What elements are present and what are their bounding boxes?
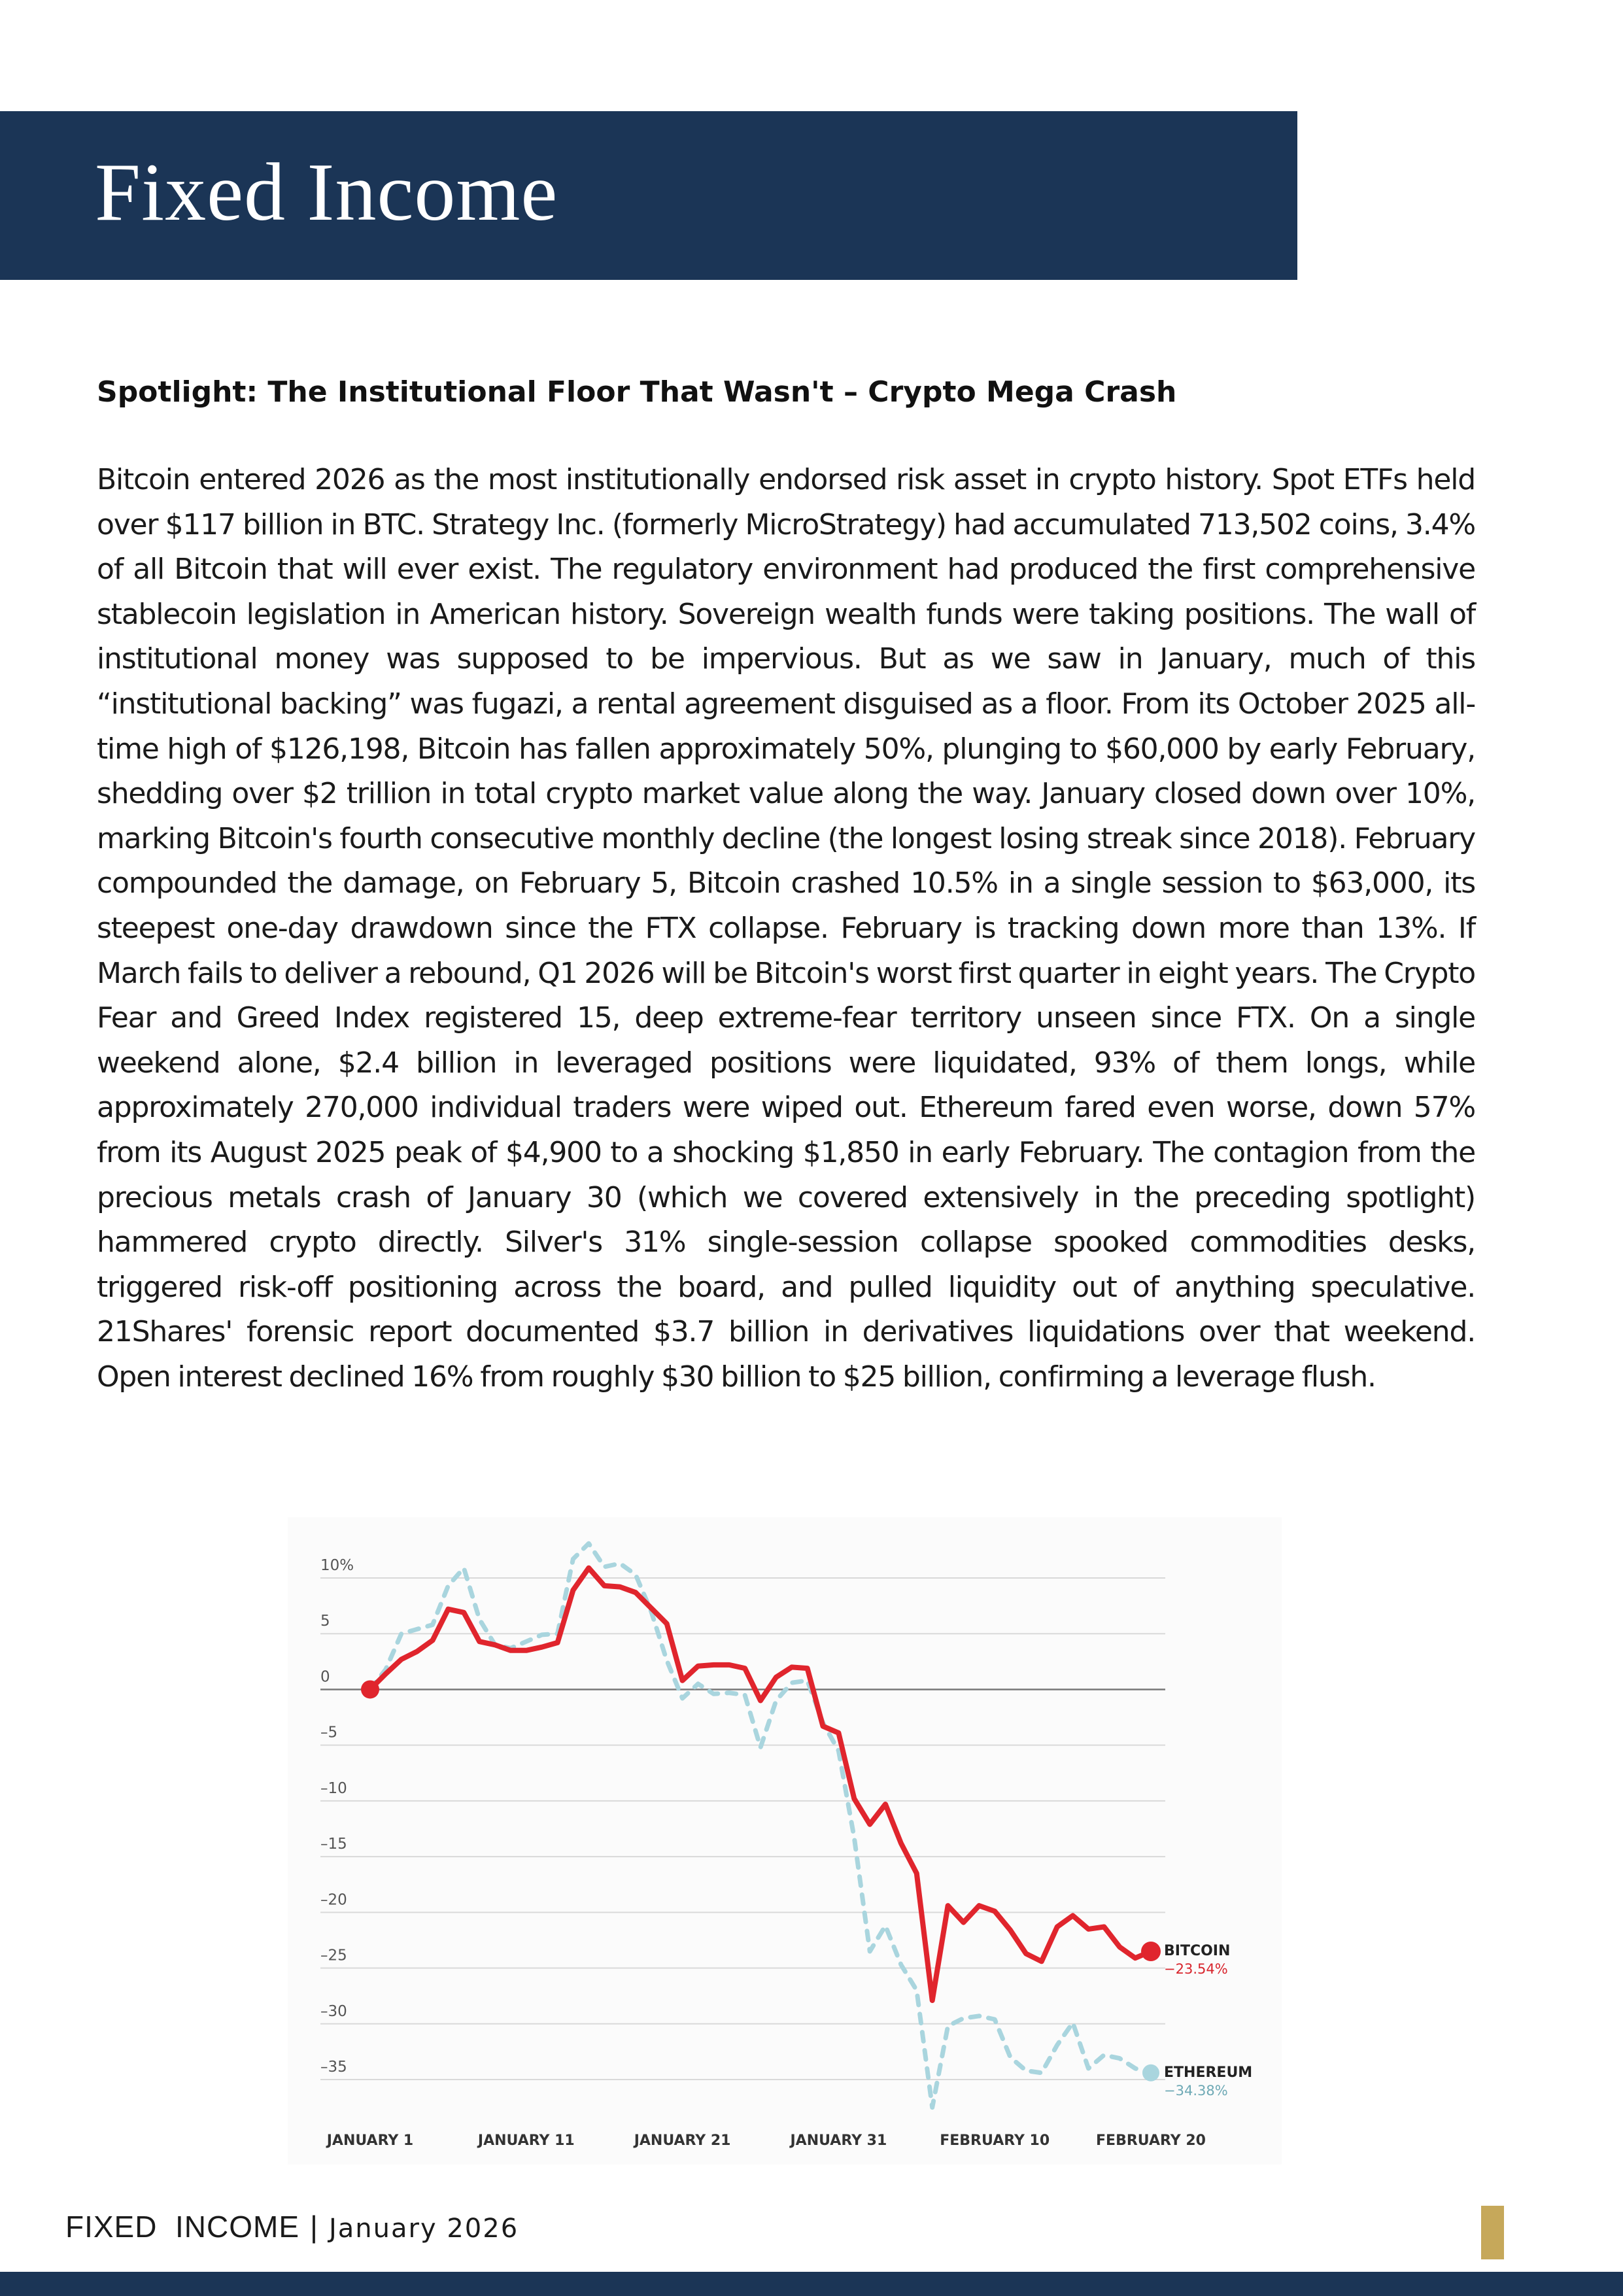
x-tick-label: FEBRUARY 10 bbox=[940, 2133, 1050, 2149]
bitcoin-end-marker bbox=[1141, 1942, 1161, 1961]
footer-date: January 2026 bbox=[328, 2214, 519, 2244]
bitcoin-series-name: BITCOIN bbox=[1164, 1942, 1231, 1959]
y-tick-label: –20 bbox=[320, 1891, 347, 1909]
x-tick-label: JANUARY 1 bbox=[326, 2133, 414, 2149]
bitcoin-line bbox=[370, 1568, 1151, 2000]
x-tick-label: JANUARY 11 bbox=[477, 2133, 575, 2149]
article-body: Bitcoin entered 2026 as the most institutionally endorsed risk asset in crypto history. Spot ETFs held over $117 billion in BTC. Strategy Inc. (formerly MicroStrategy) had accumulated 713,502 coins, 3.4% of all Bitcoin that will ever exist. The regulatory environment had produced the first comprehensive stablecoin legislation in American history. Sovereign wealth funds were taking positions. The wall of institutional money was supposed to be impervious. But as we saw in January, much of this “institutional backing” was fugazi, a rental agreement disguised as a floor. From its October 2025 all-time high of $126,198, Bitcoin has fallen approximately 50%, plunging to $60,000 by early February, shedding over $2 trillion in total crypto market value along the way. January closed down over 10%, marking Bitcoin's fourth consecutive monthly decline (the longest losing streak since 2018). February compounded the damage, on February 5, Bitcoin crashed 10.5% in a single session to $63,000, its steepest one-day drawdown since the FTX collapse. February is tracking down more than 13%. If March fails to deliver a rebound, Q1 2026 will be Bitcoin's worst first quarter in eight years. The Crypto Fear and Greed Index registered 15, deep extreme-fear territory unseen since FTX. On a single weekend alone, $2.4 billion in leveraged positions were liquidated, 93% of them longs, while approximately 270,000 individual traders were wiped out. Ethereum fared even worse, down 57% from its August 2025 peak of $4,900 to a shocking $1,850 in early February. The contagion from the precious metals crash of January 30 (which we covered extensively in the preceding spotlight) hammered crypto directly. Silver's 31% single-session collapse spooked commodities desks, triggered risk-off positioning across the board, and pulled liquidity out of anything speculative. 21Shares' forensic report documented $3.7 billion in derivatives liquidations over that weekend. Open interest declined 16% from roughly $30 billion to $25 billion, confirming a leverage flush. bbox=[97, 463, 1475, 1394]
footer-band bbox=[0, 2272, 1623, 2296]
ethereum-change-label: −34.38% bbox=[1164, 2082, 1228, 2099]
chart-end-labels bbox=[1164, 1943, 1252, 2099]
x-tick-label: JANUARY 31 bbox=[790, 2133, 887, 2149]
ethereum-end-marker bbox=[1142, 2065, 1159, 2082]
y-tick-label: 10% bbox=[320, 1557, 354, 1574]
chart-gridlines bbox=[320, 1578, 1165, 2080]
y-tick-label: 5 bbox=[320, 1613, 330, 1630]
footer-label bbox=[65, 2209, 519, 2244]
chart-y-ticks bbox=[320, 1557, 354, 2076]
y-tick-label: –10 bbox=[320, 1779, 347, 1797]
chart-series bbox=[361, 1543, 1161, 2107]
x-tick-label: JANUARY 21 bbox=[634, 2133, 731, 2149]
footer-accent-square bbox=[1481, 2206, 1504, 2259]
chart-svg bbox=[288, 1517, 1282, 2165]
y-tick-label: –15 bbox=[320, 1836, 347, 1853]
spotlight-heading: Spotlight: The Institutional Floor That Wasn't – Crypto Mega Crash bbox=[97, 375, 1177, 409]
ethereum-series-name: ETHEREUM bbox=[1164, 2064, 1253, 2081]
footer-separator: | bbox=[310, 2210, 318, 2244]
y-tick-label: 0 bbox=[320, 1668, 330, 1686]
y-tick-label: –25 bbox=[320, 1947, 347, 1964]
page-title: Fixed Income bbox=[95, 147, 558, 238]
y-tick-label: –35 bbox=[320, 2059, 347, 2076]
ethereum-line bbox=[370, 1543, 1151, 2107]
y-tick-label: –5 bbox=[320, 1724, 338, 1741]
bitcoin-start-marker bbox=[361, 1680, 379, 1698]
chart-x-ticks bbox=[326, 2133, 1206, 2149]
x-tick-label: FEBRUARY 20 bbox=[1096, 2133, 1206, 2149]
y-tick-label: –30 bbox=[320, 2002, 347, 2020]
footer-section-name: FIXED INCOME bbox=[65, 2210, 300, 2244]
crypto-performance-chart bbox=[288, 1517, 1282, 2165]
bitcoin-change-label: −23.54% bbox=[1164, 1961, 1228, 1977]
